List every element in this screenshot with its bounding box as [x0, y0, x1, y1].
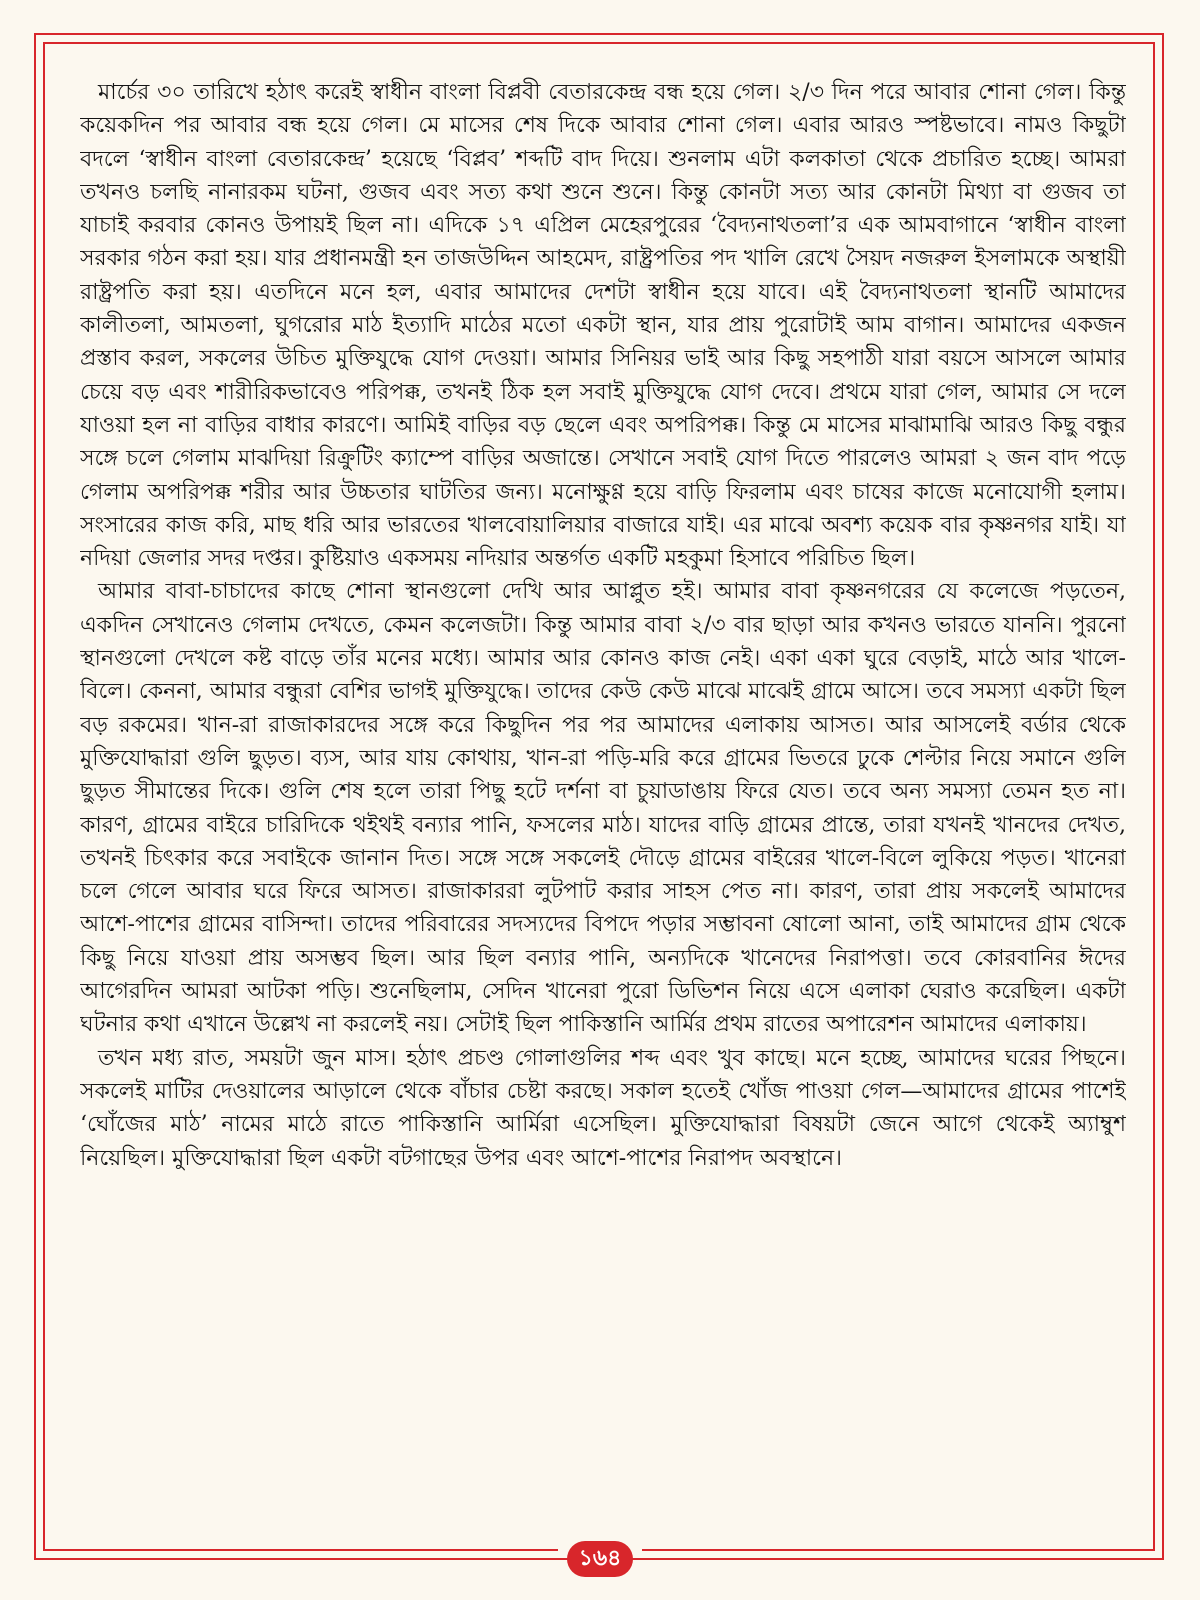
paragraph-1: মার্চের ৩০ তারিখে হঠাৎ করেই স্বাধীন বাংলা বিপ্লবী বেতারকেন্দ্র বন্ধ হয়ে গেল। ২/৩ দিন পরে আবার শোনা গেল। কিন্তু কয়েকদিন পর আবার বন্ধ হয়ে গেল। মে মাসের শেষ দিকে আবার শোনা গেল। এবার আরও স্পষ্টভাবে। নামও কিছুটা বদলে ‘স্বাধীন বাংলা বেতারকেন্দ্র’ হয়েছে ‘বিপ্লব’ শব্দটি বাদ দিয়ে। শুনলাম এটা কলকাতা থেকে প্রচারিত হচ্ছে। আমরা তখনও চলছি নানারকম ঘটনা, গুজব এবং সত্য কথা শুনে শুনে। কিন্তু কোনটা সত্য আর কোনটা মিথ্যা বা গুজব তা যাচাই করবার কোনও উপায়ই ছিল না। এদিকে ১৭ এপ্রিল মেহেরপুরের ‘বৈদ্যনাথতলা’র এক আমবাগানে ‘স্বাধীন বাংলা সরকার গঠন করা হয়। যার প্রধানমন্ত্রী হন তাজউদ্দিন আহমেদ, রাষ্ট্রপতির পদ খালি রেখে সৈয়দ নজরুল ইসলামকে অস্থায়ী রাষ্ট্রপতি করা হয়। এতদিনে মনে হল, এবার আমাদের দেশটা স্বাধীন হয়ে যাবে। এই বৈদ্যনাথতলা স্থানটি আমাদের কালীতলা, আমতলা, ঘুগরোর মাঠ ইত্যাদি মাঠের মতো একটা স্থান, যার প্রায় পুরোটাই আম বাগান। আমাদের একজন প্রস্তাব করল, সকলের উচিত মুক্তিযুদ্ধে যোগ দেওয়া। আমার সিনিয়র ভাই আর কিছু সহপাঠী যারা বয়সে আসলে আমার চেয়ে বড় এবং শারীরিকভাবেও পরিপক্ক, তখনই ঠিক হল সবাই মুক্তিযুদ্ধে যোগ দেবে। প্রথমে যারা গেল, আমার সে দলে যাওয়া হল না বাড়ির বাধার কারণে। আমিই বাড়ির বড় ছেলে এবং অপরিপক্ক। কিন্তু মে মাসের মাঝামাঝি আরও কিছু বন্ধুর সঙ্গে চলে গেলাম মাঝদিয়া রিক্রুটিং ক্যাম্পে বাড়ির অজান্তে। সেখানে সবাই যোগ দিতে পারলেও আমরা ২ জন বাদ পড়ে গেলাম অপরিপক্ক শরীর আর উচ্চতার ঘাটতির জন্য। মনোক্ষুণ্ণ হয়ে বাড়ি ফিরলাম এবং চাষের কাজে মনোযোগী হলাম। সংসারের কাজ করি, মাছ ধরি আর ভারতের খালবোয়ালিয়ার বাজারে যাই। এর মাঝে অবশ্য কয়েক বার কৃষ্ণনগর যাই। যা নদিয়া জেলার সদর দপ্তর। কুষ্টিয়াও একসময় নদিয়ার অন্তর্গত একটি মহকুমা হিসাবে পরিচিত ছিল।: [80, 80, 1126, 572]
paragraph-2: আমার বাবা-চাচাদের কাছে শোনা স্থানগুলো দেখি আর আপ্লুত হই। আমার বাবা কৃষ্ণনগরের যে কলেজে পড়তেন, একদিন সেখানেও গেলাম দেখতে, কেমন কলেজটা। কিন্তু আমার বাবা ২/৩ বার ছাড়া আর কখনও ভারতে যাননি। পুরনো স্থানগুলো দেখলে কষ্ট বাড়ে তাঁর মনের মধ্যে। আমার আর কোনও কাজ নেই। একা একা ঘুরে বেড়াই, মাঠে আর খালে-বিলে। কেননা, আমার বন্ধুরা বেশির ভাগই মুক্তিযুদ্ধে। তাদের কেউ কেউ মাঝে মাঝেই গ্রামে আসে। তবে সমস্যা একটা ছিল বড় রকমের। খান-রা রাজাকারদের সঙ্গে করে কিছুদিন পর পর আমাদের এলাকায় আসত। আর আসলেই বর্ডার থেকে মুক্তিযোদ্ধারা গুলি ছুড়ত। ব্যস, আর যায় কোথায়, খান-রা পড়ি-মরি করে গ্রামের ভিতরে ঢুকে শেল্টার নিয়ে সমানে গুলি ছুড়ত সীমান্তের দিকে। গুলি শেষ হলে তারা পিছু হটে দর্শনা বা চুয়াডাঙায় ফিরে যেত। তবে অন্য সমস্যা তেমন হত না। কারণ, গ্রামের বাইরে চারিদিকে থইথই বন্যার পানি, ফসলের মাঠ। যাদের বাড়ি গ্রামের প্রান্তে, তারা যখনই খানদের দেখত, তখনই চিৎকার করে সবাইকে জানান দিত। সঙ্গে সঙ্গে সকলেই দৌড়ে গ্রামের বাইরের খালে-বিলে লুকিয়ে পড়ত। খানেরা চলে গেলে আবার ঘরে ফিরে আসত। রাজাকাররা লুটপাট করার সাহস পেত না। কারণ, তারা প্রায় সকলেই আমাদের আশে-পাশের গ্রামের বাসিন্দা। তাদের পরিবারের সদস্যদের বিপদে পড়ার সম্ভাবনা ষোলো আনা, তাই আমাদের গ্রাম থেকে কিছু নিয়ে যাওয়া প্রায় অসম্ভব ছিল। আর ছিল বন্যার পানি, অন্যদিকে খানেদের নিরাপত্তা। তবে কোরবানির ঈদের আগেরদিন আমরা আটকা পড়ি। শুনেছিলাম, সেদিন খানেরা পুরো ডিভিশন নিয়ে এসে এলাকা ঘেরাও করেছিল। একটা ঘটনার কথা এখানে উল্লেখ না করলেই নয়। সেটাই ছিল পাকিস্তানি আর্মির প্রথম রাতের অপারেশন আমাদের এলাকায়।: [80, 579, 1126, 1038]
page-number: ১৬৪: [567, 1541, 633, 1577]
page-body: [80, 76, 1126, 1516]
paragraph-3: তখন মধ্য রাত, সময়টা জুন মাস। হঠাৎ প্রচণ্ড গোলাগুলির শব্দ এবং খুব কাছে। মনে হচ্ছে, আমাদের ঘরের পিছনে। সকলেই মাটির দেওয়ালের আড়ালে থেকে বাঁচার চেষ্টা করছে। সকাল হতেই খোঁজ পাওয়া গেল—আমাদের গ্রামের পাশেই ‘ঘোঁজের মাঠ’ নামের মাঠে রাতে পাকিস্তানি আর্মিরা এসেছিল। মুক্তিযোদ্ধারা বিষয়টা জেনে আগে থেকেই অ্যাম্বুশ নিয়েছিল। মুক্তিযোদ্ধারা ছিল একটা বটগাছের উপর এবং আশে-পাশের নিরাপদ অবস্থানে।: [80, 1045, 1126, 1171]
